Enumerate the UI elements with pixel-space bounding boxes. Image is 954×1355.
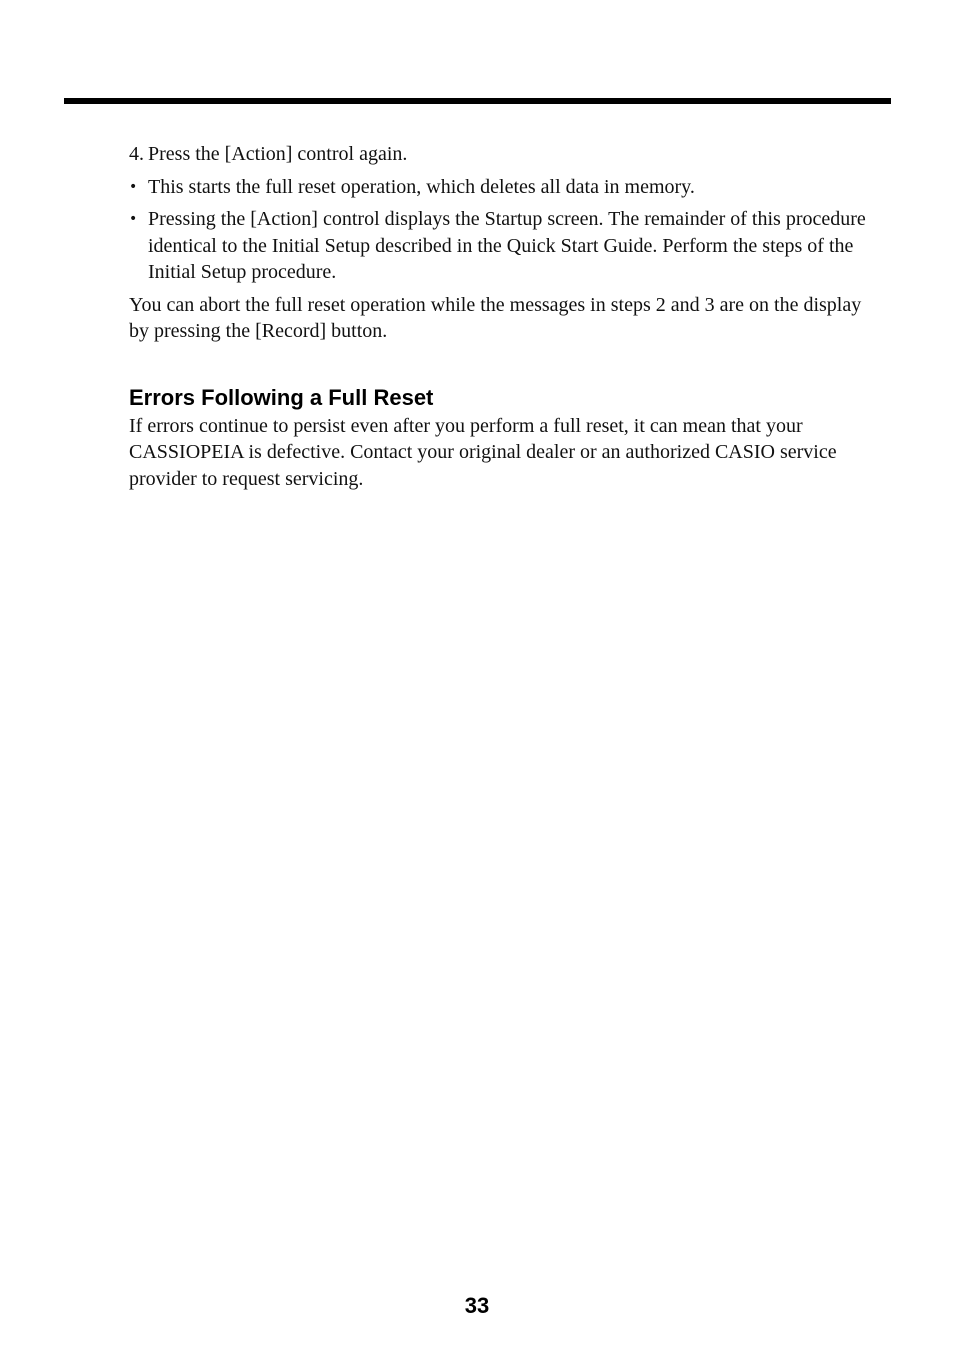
page-content xyxy=(129,141,874,492)
abort-note: You can abort the full reset operation while the messages in steps 2 and 3 are on the display by pressing the [Record] button. xyxy=(129,293,862,342)
page-number: 33 xyxy=(464,1293,490,1318)
header-rule xyxy=(64,98,891,104)
bullet-icon: • xyxy=(129,178,138,195)
bullet-icon: • xyxy=(129,211,138,227)
bullet-item xyxy=(129,174,874,201)
section-body: If errors continue to persist even after you perform a full reset, it can mean that your CASSIOPEIA is defective. Contact your original dealer or an authorized CASIO service provider to request servicing. xyxy=(129,414,837,490)
step-item xyxy=(129,141,874,168)
bullet-item xyxy=(129,206,874,286)
step-number: 4. xyxy=(129,143,144,165)
bullet-text: This starts the full reset operation, which deletes all data in memory. xyxy=(148,175,695,198)
bullet-text: Pressing the [Action] control displays the Startup screen. The remainder of this procedure identical to the Initial Setup described in the Quick Start Guide. Perform the steps of the Initial Setup procedure. xyxy=(148,208,866,283)
step-text: Press the [Action] control again. xyxy=(148,143,408,165)
section-heading: Errors Following a Full Reset xyxy=(129,384,434,410)
